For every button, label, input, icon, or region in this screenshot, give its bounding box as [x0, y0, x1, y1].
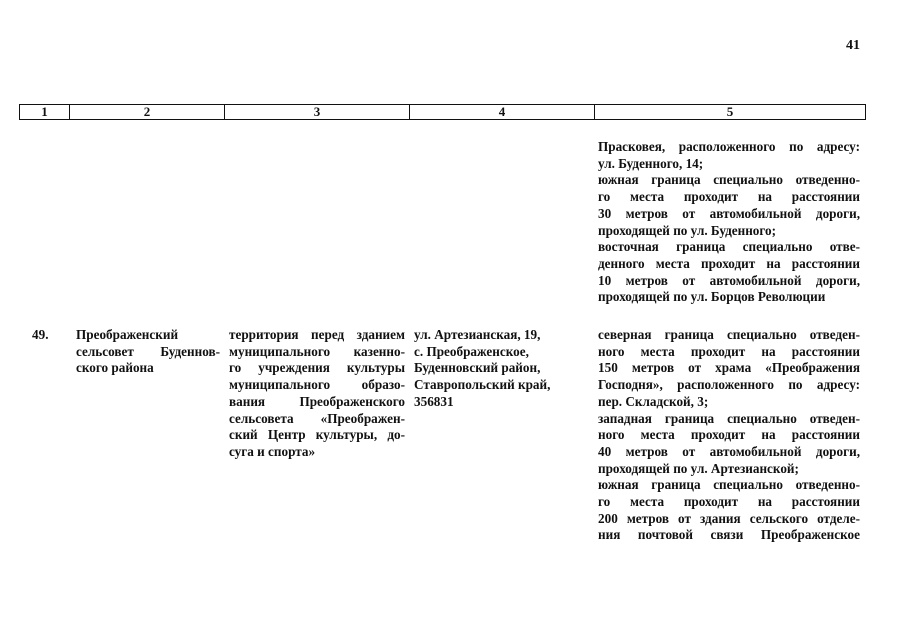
text-line: го места проходит на расстоянии	[598, 189, 860, 205]
text-line: Господня», расположенного по адресу:	[598, 377, 860, 393]
entry-territory	[229, 327, 405, 461]
text-line: 10 метров от автомобильной дороги,	[598, 272, 860, 288]
text-line: 40 метров от автомобильной дороги,	[598, 443, 860, 459]
text-line: 150 метров от храма «Преображения	[598, 360, 860, 376]
text-line: муниципального образо-	[229, 377, 405, 393]
text-line: 356831	[414, 393, 454, 409]
text-line: денного места проходит на расстоянии	[598, 255, 860, 271]
text-line: сельсовета «Преображен-	[229, 410, 405, 426]
text-line: 49.	[32, 327, 49, 342]
column-header-2: 2	[70, 105, 225, 120]
text-line: Преображенский	[76, 327, 179, 342]
entry-address	[414, 327, 589, 411]
text-line: суга и спорта»	[229, 443, 316, 459]
text-line: го места проходит на расстоянии	[598, 494, 860, 510]
text-line: Прасковея, расположенного по адресу:	[598, 139, 860, 154]
continuation-boundaries	[598, 139, 860, 306]
text-line: ский Центр культуры, до-	[229, 427, 405, 443]
entry-number	[32, 327, 66, 344]
table-header-row	[19, 104, 866, 120]
text-line: сельсовет Буденнов-	[76, 343, 220, 359]
text-line: ского района	[76, 360, 154, 376]
column-header-1: 1	[20, 105, 70, 120]
text-line: западная граница специально отведен-	[598, 410, 860, 426]
text-line: ул. Буденного, 14;	[598, 155, 704, 171]
text-line: 30 метров от автомобильной дороги,	[598, 205, 860, 221]
entry-boundaries	[598, 327, 860, 544]
text-line: Буденновский район,	[414, 360, 541, 376]
text-line: ного места проходит на расстоянии	[598, 343, 860, 359]
text-line: го учреждения культуры	[229, 360, 405, 376]
entry-municipality	[76, 327, 220, 377]
text-line: с. Преображенское,	[414, 343, 529, 359]
column-header-3: 3	[225, 105, 410, 120]
text-line: восточная граница специально отве-	[598, 239, 860, 255]
text-line: проходящей по ул. Буденного;	[598, 222, 777, 238]
text-line: Ставропольский край,	[414, 377, 551, 393]
text-line: территория перед зданием	[229, 327, 405, 342]
text-line: ния почтовой связи Преображенское	[598, 527, 860, 543]
text-line: южная граница специально отведенно-	[598, 172, 860, 188]
text-line: пер. Складской, 3;	[598, 393, 709, 409]
text-line: северная граница специально отведен-	[598, 327, 860, 342]
text-line: проходящей по ул. Артезианской;	[598, 460, 799, 476]
text-line: южная граница специально отведенно-	[598, 477, 860, 493]
text-line: ул. Артезианская, 19,	[414, 327, 541, 342]
page-number: 41	[846, 38, 860, 53]
text-line: проходящей по ул. Борцов Революции	[598, 289, 826, 305]
text-line: вания Преображенского	[229, 393, 405, 409]
column-header-4: 4	[410, 105, 595, 120]
text-line: ного места проходит на расстоянии	[598, 427, 860, 443]
text-line: муниципального казенно-	[229, 343, 405, 359]
column-header-5: 5	[595, 105, 866, 120]
text-line: 200 метров от здания сельского отделе-	[598, 510, 860, 526]
